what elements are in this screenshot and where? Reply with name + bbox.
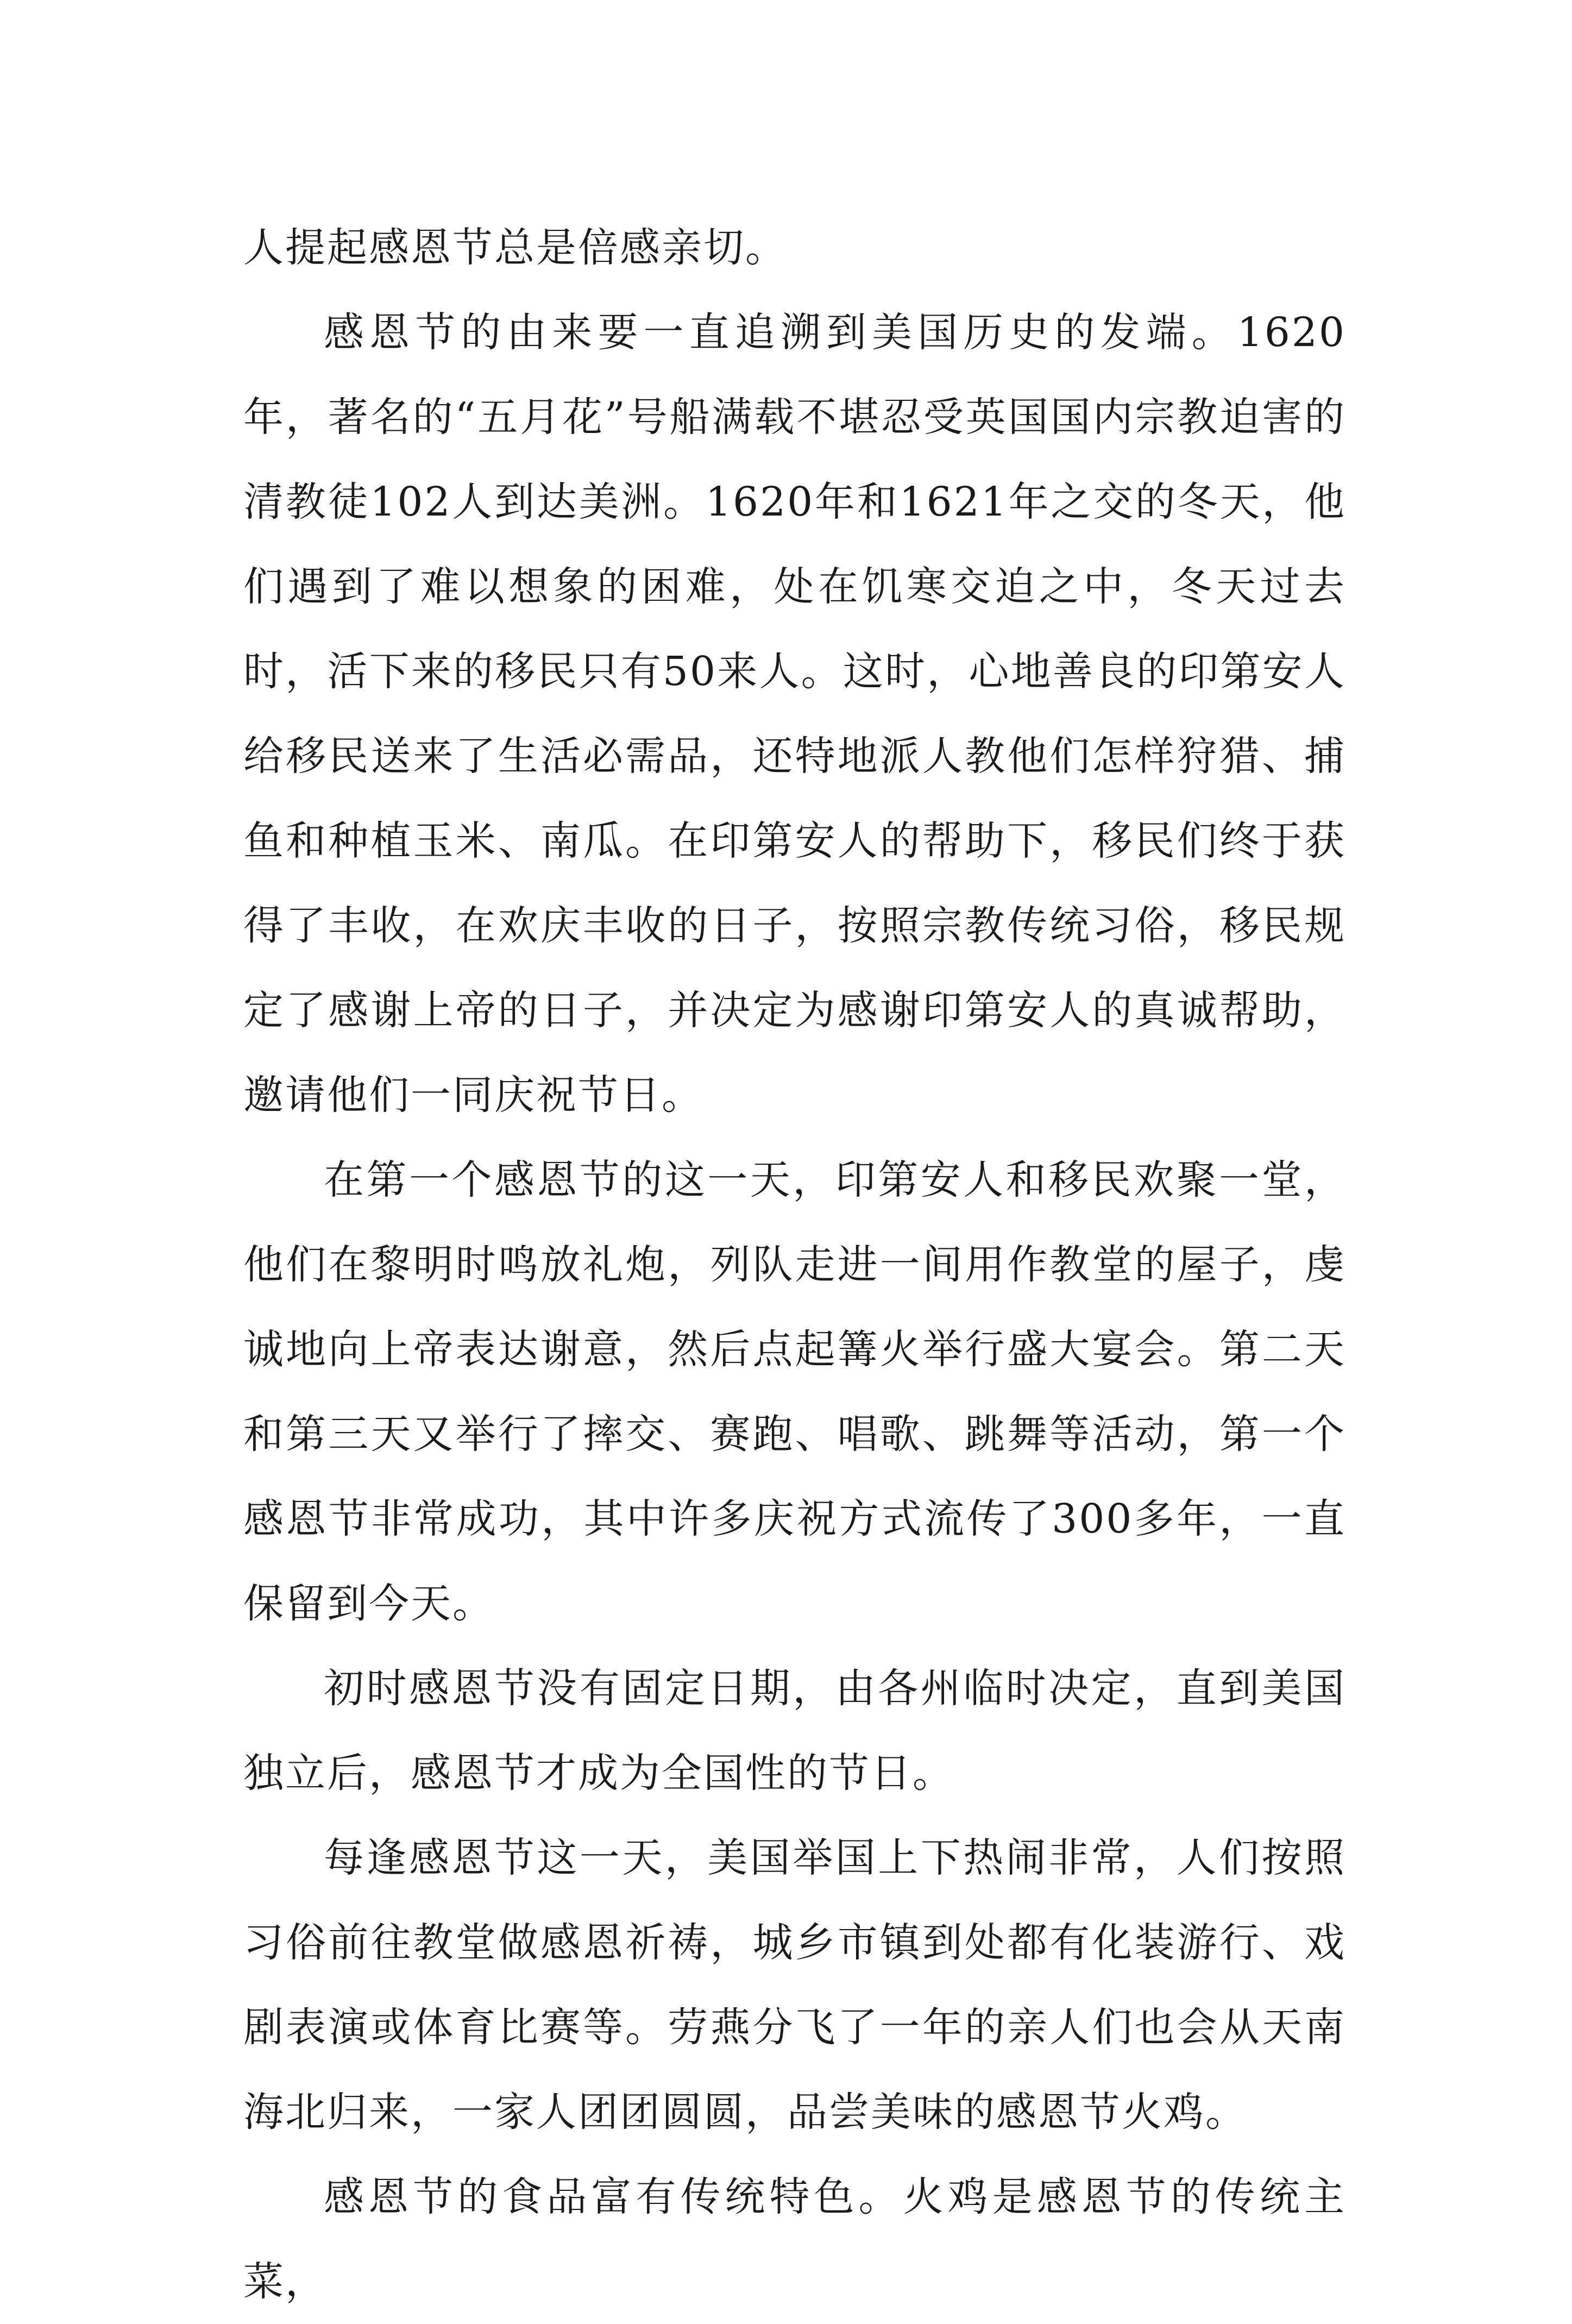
paragraph-food: 感恩节的食品富有传统特色。火鸡是感恩节的传统主菜， xyxy=(243,2174,1346,2305)
paragraph-national-holiday: 初时感恩节没有固定日期，由各州临时决定，直到美国独立后，感恩节才成为全国性的节日。 xyxy=(243,1665,1346,1797)
paragraph-continuation: 人提起感恩节总是倍感亲切。 xyxy=(243,224,787,271)
paragraph-first-thanksgiving: 在第一个感恩节的这一天，印第安人和移民欢聚一堂，他们在黎明时鸣放礼炮，列队走进一间用作教堂的屋子，虔诚地向上帝表达谢意，然后点起篝火举行盛大宴会。第二天和第三天又举行了摔交、赛跑、唱歌、跳舞等活动，第一个感恩节非常成功，其中许多庆祝方式流传了300多年，一直保留到今天。 xyxy=(243,1157,1346,1627)
body-text xyxy=(243,205,1346,2324)
paragraph-origin: 感恩节的由来要一直追溯到美国历史的发端。1620年，著名的“五月花”号船满载不堪忍受英国国内宗教迫害的清教徒102人到达美洲。1620年和1621年之交的冬天，他们遇到了难以想象的困难，处在饥寒交迫之中，冬天过去时，活下来的移民只有50来人。这时，心地善良的印第安人给移民送来了生活必需品，还特地派人教他们怎样狩猎、捕鱼和种植玉米、南瓜。在印第安人的帮助下，移民们终于获得了丰收，在欢庆丰收的日子，按照宗教传统习俗，移民规定了感谢上帝的日子，并决定为感谢印第安人的真诚帮助，邀请他们一同庆祝节日。 xyxy=(243,309,1346,1119)
paragraph-celebration: 每逢感恩节这一天，美国举国上下热闹非常，人们按照习俗前往教堂做感恩祈祷，城乡市镇到处都有化装游行、戏剧表演或体育比赛等。劳燕分飞了一年的亲人们也会从天南海北归来，一家人团团圆圆，品尝美味的感恩节火鸡。 xyxy=(243,1835,1346,2135)
